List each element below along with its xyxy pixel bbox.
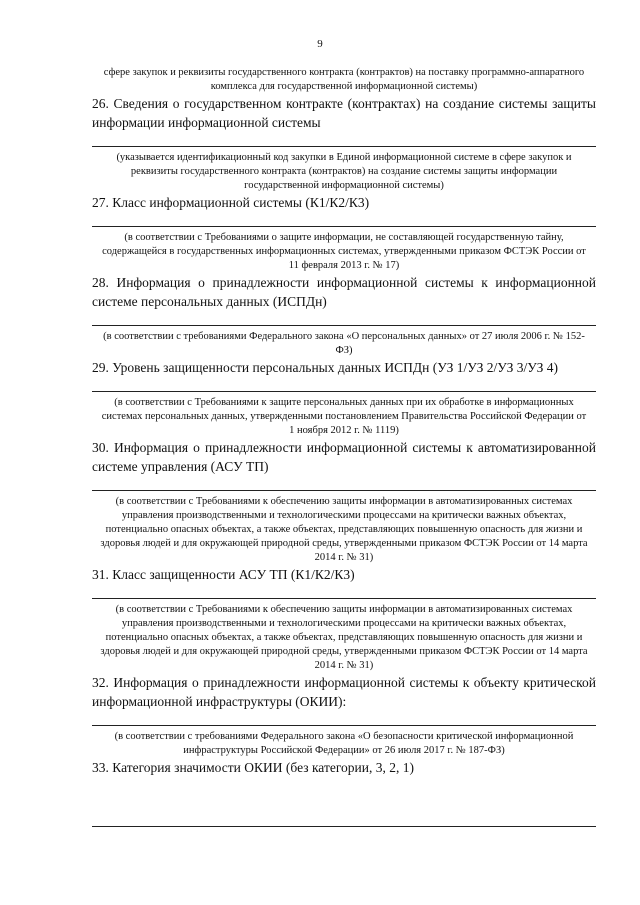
item-text: 26. Сведения о государственном контракте (контрактах) на создание системы защиты информации информационной системы: [92, 96, 596, 130]
item-note: (указывается идентификационный код закупки в Единой информационной системе в сфере закупок и реквизиты государственного контракта (контрактов) на создание системы защиты информации государственной информационной системы): [116, 152, 572, 191]
item-text: 30. Информация о принадлежности информационной системы к автоматизированной системе управления (АСУ ТП): [92, 440, 596, 474]
fill-in-line[interactable]: [92, 325, 596, 326]
item-note: (в соответствии с Требованиями к обеспечению защиты информации в автоматизированных системах управления производственными и технологическими процессами на критически важных объектах, потенциально опасных объектах, а также объектах, представляющих повышенную опасность для жизни и здоровья людей и для окружающей природной среды, утвержденными приказом ФСТЭК России от 14 марта 2014 г. № 31): [100, 496, 588, 563]
fill-in-line-final[interactable]: [92, 826, 596, 827]
item-note: (в соответствии с Требованиями к обеспечению защиты информации в автоматизированных системах управления производственными и технологическими процессами на критически важных объектах, потенциально опасных объектах, а также объектах, представляющих повышенную опасность для жизни и здоровья людей и для окружающей природной среды, утвержденными приказом ФСТЭК России от 14 марта 2014 г. № 31): [100, 604, 588, 671]
item-33: [92, 758, 596, 777]
item-29: [92, 358, 596, 438]
intro-note: сфере закупок и реквизиты государственного контракта (контрактов) на поставку программно-аппаратного комплекса для государственной информационной системы): [103, 67, 585, 92]
fill-in-line[interactable]: [92, 598, 596, 599]
item-28: [92, 273, 596, 358]
item-text: 33. Категория значимости ОКИИ (без категории, 3, 2, 1): [92, 760, 414, 775]
fill-in-line[interactable]: [92, 725, 596, 726]
page-number: 9: [317, 38, 323, 50]
item-27: [92, 193, 596, 273]
fill-in-line[interactable]: [92, 226, 596, 227]
item-note: (в соответствии с требованиями Федерального закона «О безопасности критической информационной инфраструктуры Российской Федерации» от 26 июля 2017 г. № 187-ФЗ): [114, 731, 574, 756]
document-body: [92, 66, 596, 777]
item-text: 28. Информация о принадлежности информационной системы к информационной системе персональных данных (ИСПДн): [92, 275, 596, 309]
fill-in-line[interactable]: [92, 391, 596, 392]
fill-in-line[interactable]: [92, 146, 596, 147]
item-31: [92, 565, 596, 673]
item-text: 27. Класс информационной системы (К1/К2/К3): [92, 195, 370, 210]
item-text: 31. Класс защищенности АСУ ТП (К1/К2/К3): [92, 567, 355, 582]
item-note: (в соответствии с Требованиями к защите персональных данных при их обработке в информационных системах персональных данных, утвержденными постановлением Правительства Российской Федерации от 1 ноября 2012 г. № 1119): [101, 397, 587, 436]
item-30: [92, 438, 596, 565]
item-26: [92, 94, 596, 193]
item-note: (в соответствии с требованиями Федерального закона «О персональных данных» от 27 июля 2006 г. № 152-ФЗ): [103, 331, 585, 356]
fill-in-line[interactable]: [92, 490, 596, 491]
item-note: (в соответствии с Требованиями о защите информации, не составляющей государственную тайну, содержащейся в государственных информационных системах, утвержденными приказом ФСТЭК России от 11 февраля 2013 г. № 17): [102, 232, 586, 271]
item-text: 29. Уровень защищенности персональных данных ИСПДн (УЗ 1/УЗ 2/УЗ 3/УЗ 4): [92, 360, 559, 375]
item-text: 32. Информация о принадлежности информационной системы к объекту критической информационной инфраструктуры (ОКИИ):: [92, 675, 596, 709]
item-32: [92, 673, 596, 758]
